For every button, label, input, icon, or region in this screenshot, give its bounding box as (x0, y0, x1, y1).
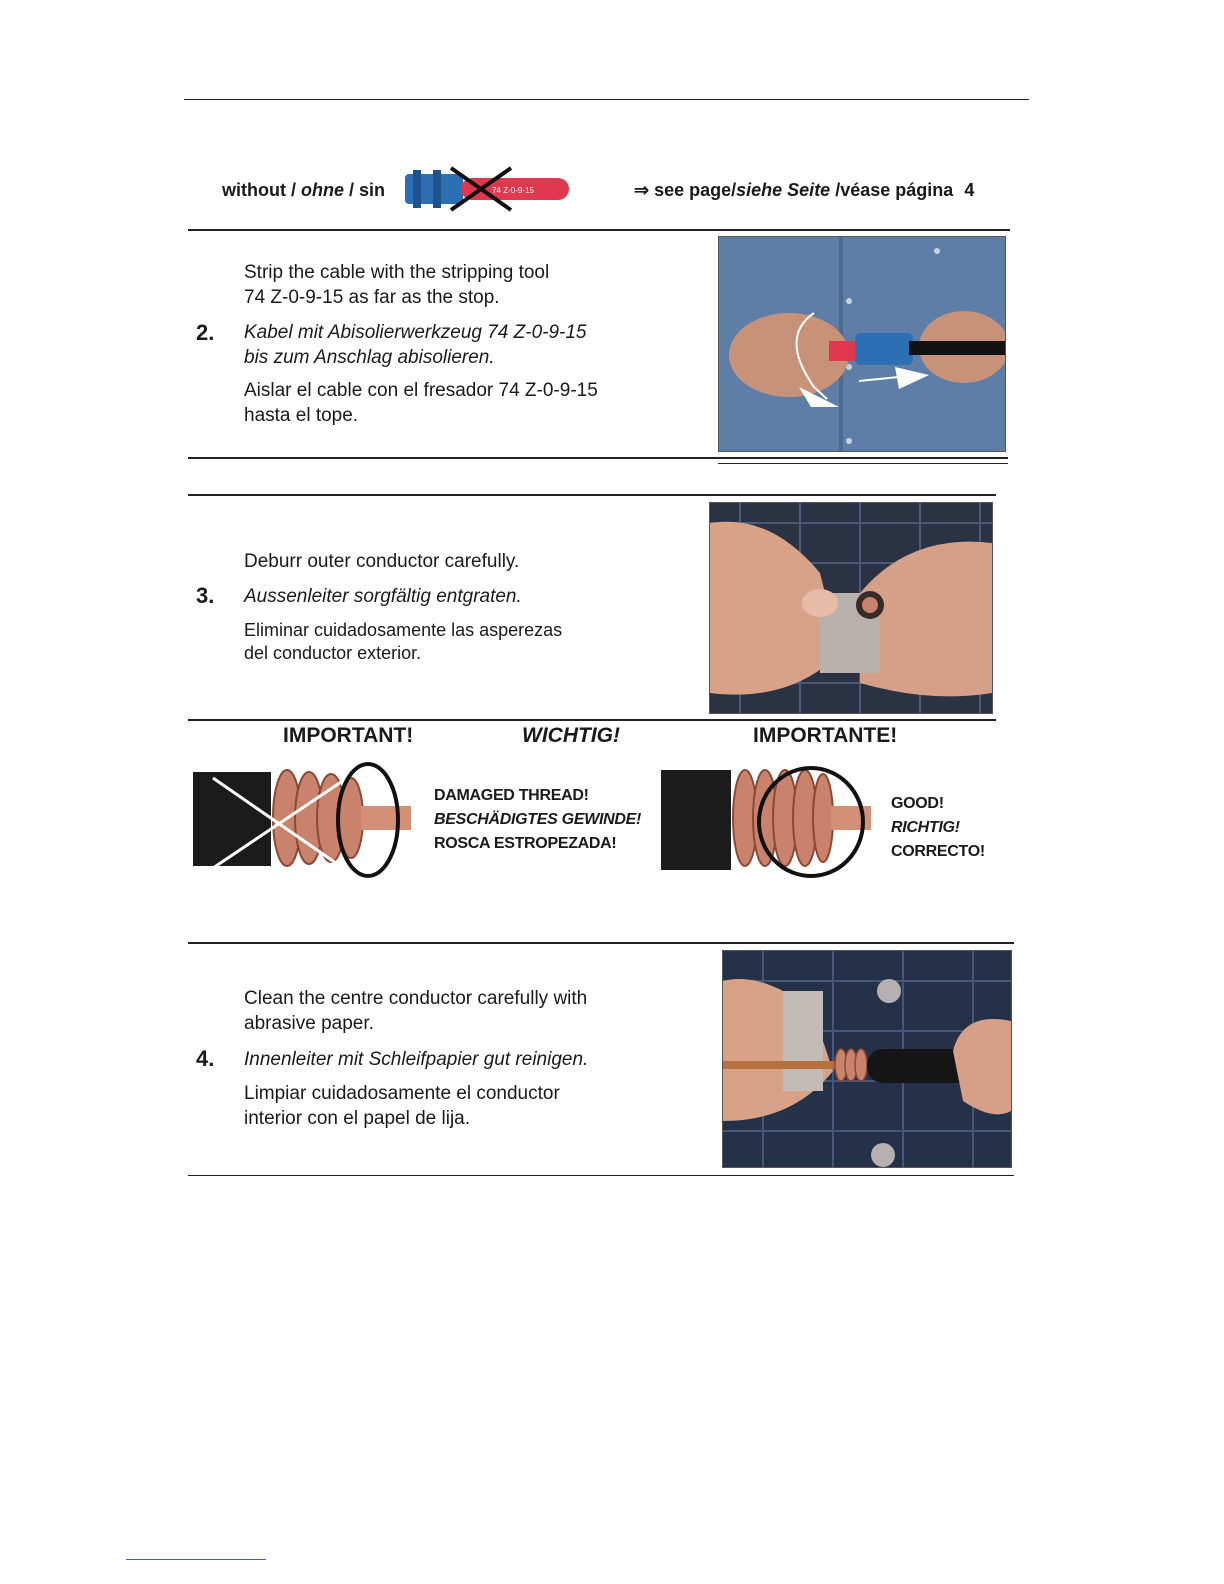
good-de: RICHTIG! (891, 819, 960, 836)
good-thread-cable-image (661, 756, 897, 884)
without-es: sin (359, 180, 386, 200)
step2-en-line2: 74 Z-0-9-15 as far as the stop. (244, 287, 500, 308)
tool-label: 74 Z-0-9-15 (492, 186, 534, 195)
bad-en: DAMAGED THREAD! (434, 787, 589, 804)
step2-de-line2: bis zum Anschlag abisolieren. (244, 347, 495, 368)
top-rule (184, 99, 1029, 100)
step4-text (244, 986, 588, 1131)
step3-text (244, 549, 562, 665)
damaged-thread-labels (434, 784, 641, 856)
stripping-tool-photo (718, 236, 1006, 452)
page-number: 4 (964, 180, 975, 200)
step3-number: 3. (196, 583, 215, 608)
good-thread-labels (891, 792, 985, 864)
step2-bottom-rule-2 (718, 463, 1008, 464)
without-line: without / ohne / sin (222, 180, 386, 200)
good-es: CORRECTO! (891, 843, 985, 860)
stripping-tool-crossed-icon (403, 166, 573, 212)
bad-es: ROSCA ESTROPEZADA! (434, 835, 617, 852)
step4-de-line1: Innenleiter mit Schleifpapier gut reinigen. (244, 1049, 589, 1070)
step3-en-line1: Deburr outer conductor carefully. (244, 551, 520, 572)
see-page-en: ⇒ see page/ (634, 180, 737, 200)
step4-top-rule (188, 942, 1014, 944)
step2-es-line1: Aislar el cable con el fresador 74 Z-0-9-15 (244, 380, 598, 401)
without-en: without (222, 180, 286, 200)
step2-top-rule (188, 229, 1010, 231)
see-page-reference (634, 178, 974, 203)
see-page-es: /véase página (835, 180, 954, 200)
without-de: ohne (301, 180, 344, 200)
step2-en-line1: Strip the cable with the stripping tool (244, 262, 550, 283)
good-en: GOOD! (891, 795, 944, 812)
step2-text (244, 260, 598, 428)
important-top-rule (188, 719, 996, 721)
damaged-thread-cable-image (193, 758, 429, 884)
step4-en-line1: Clean the centre conductor carefully with (244, 988, 588, 1009)
clean-conductor-photo (722, 950, 1012, 1168)
step2-number: 2. (196, 320, 215, 345)
step3-top-rule (188, 494, 996, 496)
step4-es-line1: Limpiar cuidadosamente el conductor (244, 1083, 560, 1104)
important-de: WICHTIG! (522, 724, 620, 747)
step4-bottom-rule (188, 1175, 1014, 1176)
step2-es-line2: hasta el tope. (244, 405, 359, 426)
step3-es-line2: del conductor exterior. (244, 643, 422, 663)
step3-de-line1: Aussenleiter sorgfältig entgraten. (244, 586, 522, 607)
step4-en-line2: abrasive paper. (244, 1013, 374, 1034)
step3-es-line1: Eliminar cuidadosamente las asperezas (244, 620, 563, 640)
important-en: IMPORTANT! (283, 724, 414, 747)
important-es: IMPORTANTE! (753, 724, 898, 747)
footnote-rule (126, 1559, 266, 1560)
deburr-photo (709, 502, 993, 714)
see-page-de: siehe Seite (736, 180, 831, 200)
step2-bottom-rule (188, 457, 1008, 459)
step2-de-line1: Kabel mit Abisolierwerkzeug 74 Z-0-9-15 (244, 322, 587, 343)
bad-de: BESCHÄDIGTES GEWINDE! (434, 811, 642, 828)
step4-number: 4. (196, 1046, 215, 1071)
step4-es-line2: interior con el papel de lija. (244, 1108, 471, 1129)
